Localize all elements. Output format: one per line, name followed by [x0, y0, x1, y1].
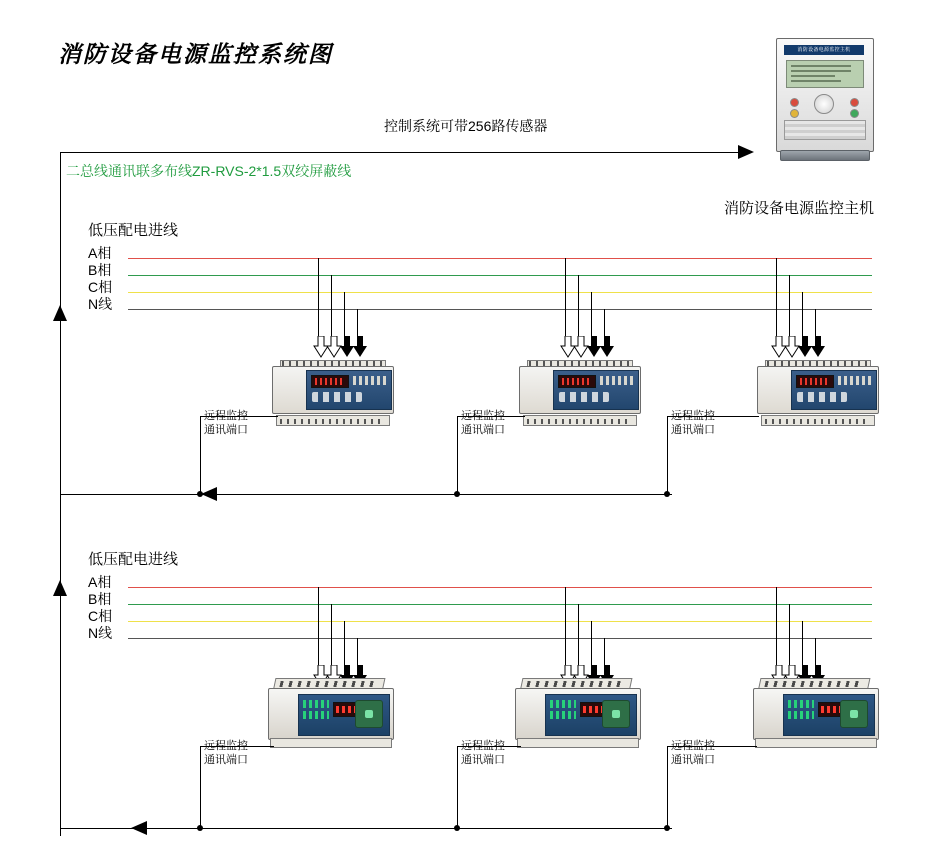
host-base: [780, 150, 870, 161]
port-label-row2-1: 远程监控 通讯端口: [204, 740, 248, 766]
device-row1-3: [757, 358, 877, 420]
group-1-port-line-1: [200, 416, 201, 494]
group-2-phase-b-line: [128, 604, 872, 605]
bus-trunk-arrow-1: [53, 305, 67, 321]
page-title: 消防设备电源监控系统图: [58, 42, 333, 67]
host-reset-button[interactable]: [850, 98, 859, 107]
bus-arrow-to-host: [738, 145, 754, 159]
group-1-drop-c-2: [789, 275, 790, 344]
group-2-drop-c-2: [789, 604, 790, 673]
group-1-drop-a-1: [318, 258, 319, 344]
host-alarm-button[interactable]: [790, 98, 799, 107]
host-header-text: 消防设备电源监控主机: [797, 47, 851, 53]
port-label-row2-2: 远程监控 通讯端口: [461, 740, 505, 766]
group-1-arrowheads-a: [312, 336, 368, 358]
group-1-arrowheads-b: [559, 336, 615, 358]
group-1-arrowheads-c: [770, 336, 826, 358]
bus-cable-label: 二总线通讯联多布线ZR-RVS-2*1.5双绞屏蔽线: [66, 163, 352, 179]
bus-line-top: [60, 152, 742, 153]
group-1-incoming-label: 低压配电进线: [88, 222, 179, 239]
host-caption: 消防设备电源监控主机: [724, 200, 875, 217]
device-row2-3: [753, 678, 877, 744]
port-label-row1-2: 远程监控 通讯端口: [461, 410, 505, 436]
monitoring-host-graphic: [776, 38, 872, 162]
group-2-drop-b-2: [578, 604, 579, 673]
group-1-drop-a-2: [331, 275, 332, 344]
group-1-phase-b-line: [128, 275, 872, 276]
group-2-phase-a-label: A相: [88, 574, 112, 590]
device-row1-1: [272, 358, 392, 420]
device-row2-1: [268, 678, 392, 744]
port-label-row1-3: 远程监控 通讯端口: [671, 410, 715, 436]
group-2-drop-b-1: [565, 587, 566, 673]
group-2-phase-c-label: C相: [88, 608, 113, 624]
group-1-drop-b-1: [565, 258, 566, 344]
group-1-phase-a-line: [128, 258, 872, 259]
group-2-port-line-3: [667, 746, 668, 828]
group-1-drop-b-2: [578, 275, 579, 344]
group-2-return-bus: [60, 828, 672, 829]
group-1-phase-n-line: [128, 309, 872, 310]
bus-capacity-label: 控制系统可带256路传感器: [384, 118, 548, 134]
host-knob[interactable]: [814, 94, 834, 114]
group-1-drop-c-1: [776, 258, 777, 344]
host-power-led: [850, 109, 859, 118]
group-1-phase-c-label: C相: [88, 279, 113, 295]
group-2-incoming-label: 低压配电进线: [88, 551, 179, 568]
group-1-port-line-2: [457, 416, 458, 494]
group-1-return-arrow: [201, 487, 217, 501]
group-2-drop-a-2: [331, 604, 332, 673]
host-lcd-screen: [786, 60, 864, 88]
group-1-return-bus: [60, 494, 672, 495]
group-2-phase-n-line: [128, 638, 872, 639]
group-1-phase-b-label: B相: [88, 262, 112, 278]
host-fault-button[interactable]: [790, 109, 799, 118]
group-2-phase-a-line: [128, 587, 872, 588]
group-1-port-line-3: [667, 416, 668, 494]
group-2-return-arrow: [131, 821, 147, 835]
group-2-phase-b-label: B相: [88, 591, 112, 607]
host-vent-grille: [784, 120, 866, 140]
group-1-phase-c-line: [128, 292, 872, 293]
device-row1-2: [519, 358, 639, 420]
device-row2-2: [515, 678, 639, 744]
group-1-phase-a-label: A相: [88, 245, 112, 261]
port-label-row1-1: 远程监控 通讯端口: [204, 410, 248, 436]
port-label-row2-3: 远程监控 通讯端口: [671, 740, 715, 766]
group-2-drop-c-1: [776, 587, 777, 673]
group-2-drop-a-1: [318, 587, 319, 673]
group-1-phase-n-label: N线: [88, 296, 113, 312]
group-2-port-line-1: [200, 746, 201, 828]
group-2-phase-c-line: [128, 621, 872, 622]
group-2-phase-n-label: N线: [88, 625, 113, 641]
group-2-port-line-2: [457, 746, 458, 828]
bus-trunk-arrow-2: [53, 580, 67, 596]
